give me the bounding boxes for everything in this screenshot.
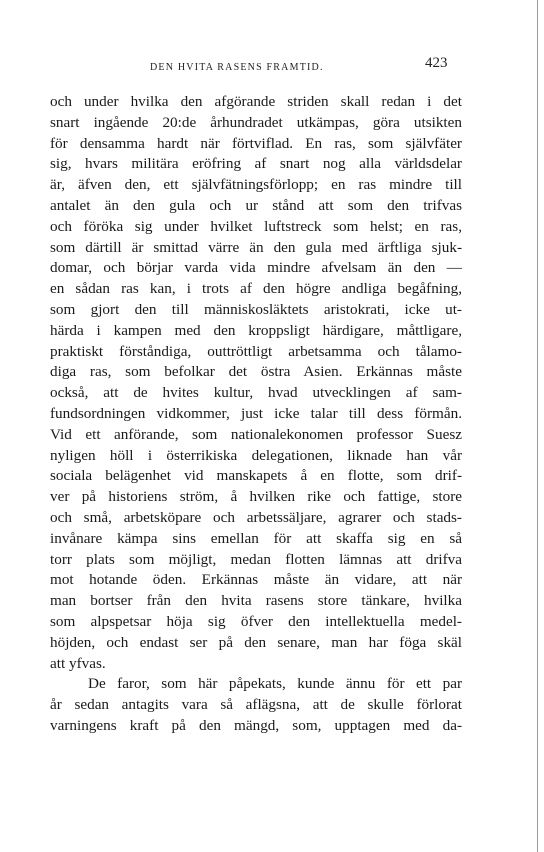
text-line: en sådan ras kan, i trots af den högre andliga begåfning, [50,280,462,298]
text-line: antalet än den gula och ur stånd att som den trifvas [50,196,462,214]
body-text [50,92,462,737]
text-line: och små, arbetsköpare och arbetssäljare, agrarer och stads- [50,508,462,526]
text-line: De faror, som här påpekats, kunde ännu för ett par [88,675,462,693]
text-line: praktiskt förståndiga, outtröttligt arbetsamma och tålamo- [50,342,462,360]
page-number: 423 [425,55,448,71]
text-line: som därtill är smittad värre än den gula med ärftliga sjuk- [50,238,462,256]
text-line: torr plats som möjligt, medan flotten lämnas att drifva [50,550,462,568]
text-line: också, att de hvites kultur, hvad utvecklingen af sam- [50,384,462,402]
text-line: snart ingående 20:de århundradet utkämpas, göra utsikten [50,113,462,131]
text-line: år sedan antagits vara så aflägsna, att de skulle förlorat [50,696,462,714]
text-line: höjden, och endast ser på den senare, man har föga skäl [50,633,462,651]
text-line: för densamma hardt när förtviflad. En ras, som självfäter [50,134,462,152]
text-line: ver på historiens ström, å hvilken rike och fattige, store [50,488,462,506]
text-line: invånare kämpa sins emellan för att skaffa sig en så [50,529,462,547]
text-line: som alpspetsar höja sig öfver den intellektuella medel- [50,612,462,630]
text-line: domar, och börjar varda vida mindre afvelsam än den — [50,259,462,277]
text-line: sig, hvars militära eröfring af snart nog alla världsdelar [50,155,462,173]
text-line: varningens kraft på den mängd, som, upptagen med da- [50,716,462,734]
text-line: är, äfven den, ett självfätningsförlopp; en ras mindre till [50,176,462,194]
text-line: man bortser från den hvita rasens store tänkare, hvilka [50,592,462,610]
text-line: och under hvilka den afgörande striden skall redan i det [50,93,462,110]
text-line: diga ras, som befolkar det östra Asien. Erkännas måste [50,363,462,381]
text-line: mot hotande öden. Erkännas måste än vidare, att när [50,571,462,589]
text-line: nyligen höll i österrikiska delegationen, liknade han vår [50,446,462,464]
text-line: Vid ett anförande, som nationalekonomen professor Suesz [50,425,462,443]
text-line: och föröka sig under hvilket luftstreck som helst; en ras, [50,217,462,235]
text-line: sociala belägenhet vid manskapets å en flotte, som drif- [50,467,462,485]
text-line: fundsordningen vidkommer, just icke talar till dess förmån. [50,404,462,422]
text-line: att yfvas. [50,654,106,672]
text-line: som gjort den till människosläktets aristokrati, icke ut- [50,300,462,318]
text-line: härda i kampen med den kroppsligt härdigare, måttligare, [50,321,462,339]
running-head: DEN HVITA RASENS FRAMTID. [150,62,324,73]
page-edge-line [537,0,538,852]
